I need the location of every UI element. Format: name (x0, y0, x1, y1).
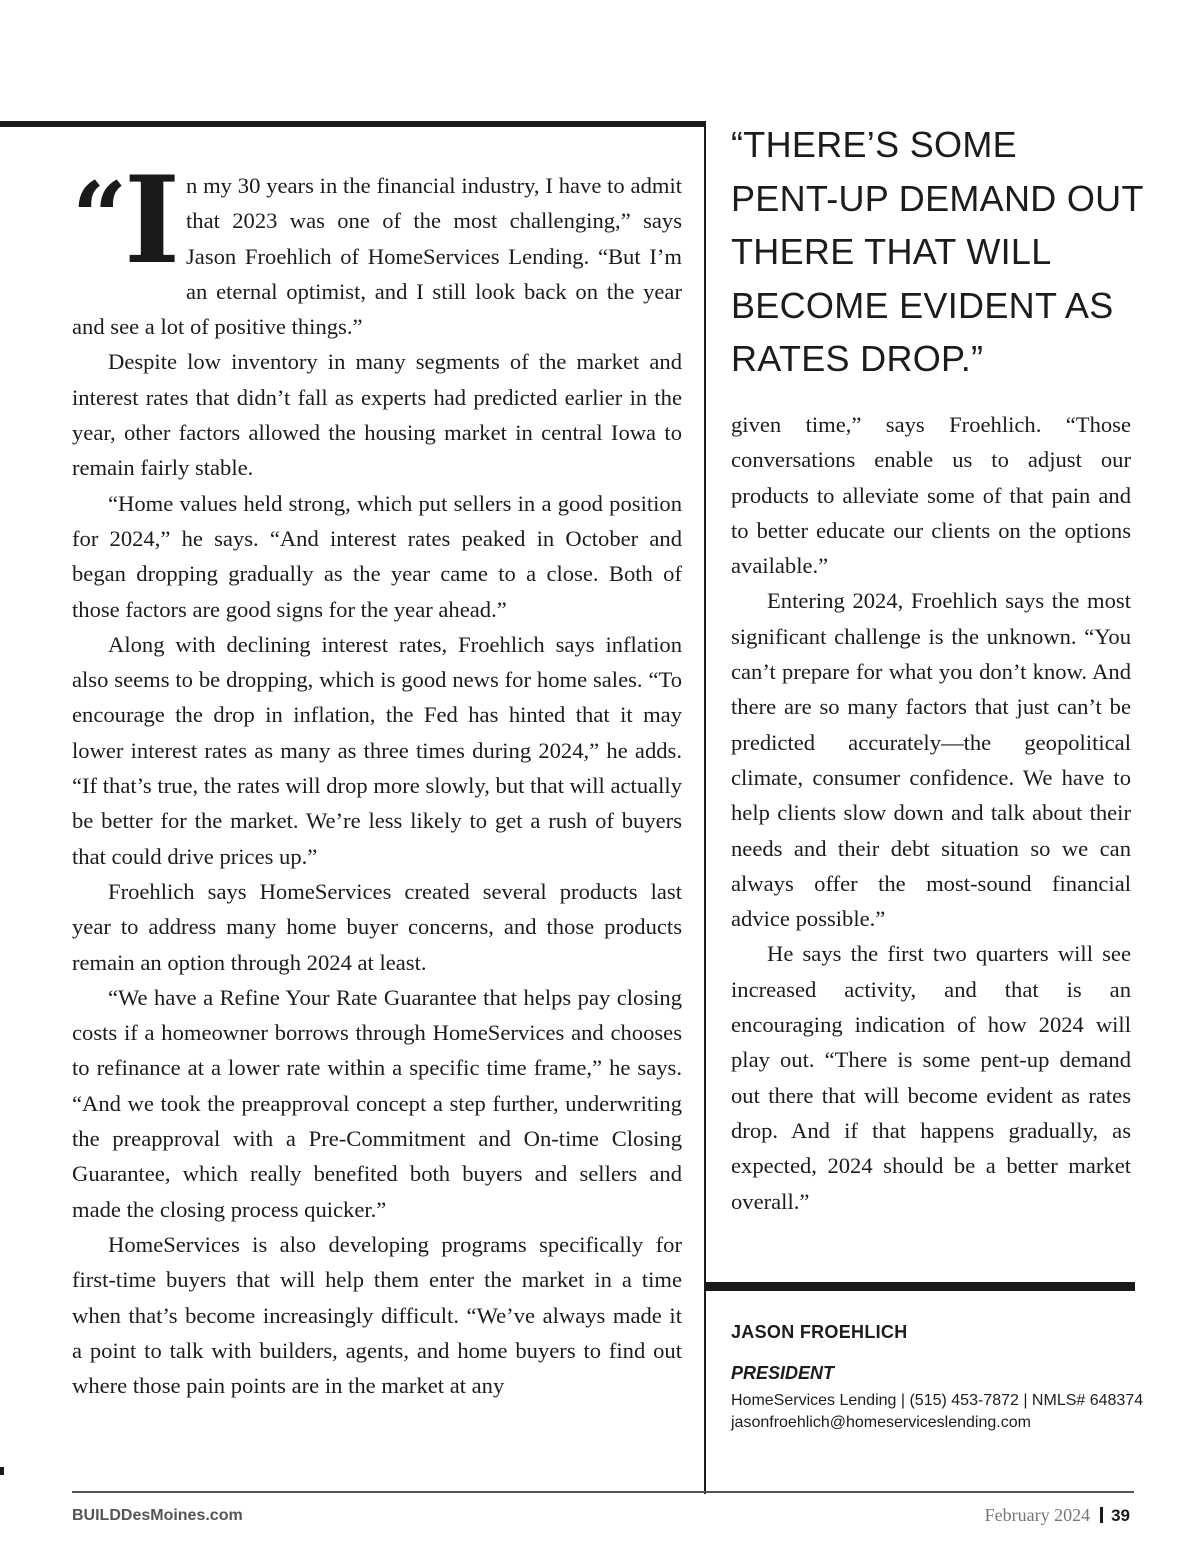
article-paragraph: “Home values held strong, which put sellers in a good position for 2024,” he says. “And interest rates peaked in October and began dropping gradually as the year came to a close. Both of those factors are good signs for the year ahead.” (72, 490, 682, 622)
footer-separator (1100, 1507, 1103, 1523)
author-bio (731, 1322, 1144, 1432)
article-left-column (72, 150, 682, 1403)
footer-site[interactable]: BUILDDesMoines.com (72, 1507, 243, 1524)
dropcap-quote-mark: “ (72, 161, 128, 274)
footer-issue (985, 1505, 1130, 1526)
article-paragraph: He says the first two quarters will see increased activity, and that is an encouraging indication of how 2024 will play out. “There is some pent-up demand out there that will become evident as rates drop. And if that happens gradually, as expected, 2024 should be a better market overall.” (731, 941, 1131, 1214)
footer-rule (72, 1491, 1134, 1493)
article-paragraph: “We have a Refine Your Rate Guarantee that helps pay closing costs if a homeowner borrows through HomeServices and chooses to refinance at a lower rate within a specific time frame,” he says. “And we took the preapproval concept a step further, underwriting the preapproval with a Pre-Commitment and On-time Closing Guarantee, which really benefited both buyers and sellers and made the closing process quicker.” (72, 984, 682, 1222)
pull-quote-line: PENT-UP DEMAND OUT (731, 177, 1144, 219)
article-paragraph: Despite low inventory in many segments of the market and interest rates that didn’t fall as experts had predicted earlier in the year, other factors allowed the housing market in central Iowa to remain fairly stable. (72, 349, 682, 481)
footer-issue-date: February 2024 (984, 1505, 1091, 1525)
article-paragraph: Froehlich says HomeServices created several products last year to address many home buyer concerns, and those products remain an option through 2024 at least. (72, 878, 682, 975)
article-paragraph: given time,” says Froehlich. “Those conversations enable us to adjust our products to alleviate some of that pain and to better educate our clients on the options available.” (731, 412, 1131, 579)
pull-quote-line: THERE THAT WILL (731, 231, 1052, 272)
article-paragraph: Entering 2024, Froehlich says the most significant challenge is the unknown. “You can’t prepare for what you don’t know. And there are so many factors that just can’t be predicted accurately—the geopolitical climate, consumer confidence. We have to help clients slow down and talk about their needs and their debt situation so we can always offer the most-sound financial advice possible.” (731, 588, 1131, 932)
pull-quote-line: BECOME EVIDENT AS (731, 284, 1114, 326)
article-right-column (731, 407, 1131, 1219)
bio-contact: HomeServices Lending | (515) 453-7872 | NMLS# 648374 (731, 1392, 1144, 1409)
bio-email[interactable]: jasonfroehlich@homeserviceslending.com (731, 1414, 1031, 1431)
bio-rule (706, 1282, 1135, 1291)
article-paragraph: Along with declining interest rates, Froehlich says inflation also seems to be dropping, which is good news for home sales. “To encourage the drop in inflation, the Fed has hinted that it may lower interest rates as many as three times during 2024,” he adds. “If that’s true, the rates will drop more slowly, but that will actually be better for the market. We’re less likely to get a rush of buyers that could drive prices up.” (72, 631, 682, 869)
page-number: 39 (1111, 1506, 1130, 1525)
crop-mark (0, 1467, 4, 1475)
pull-quote-line: “THERE’S SOME (731, 124, 1017, 165)
article-paragraph: HomeServices is also developing programs specifically for first-time buyers that will help them enter the market in a time when that’s become increasingly difficult. “We’ve always made it a point to talk with builders, agents, and home buyers to find out where those pain points are in the market at any (72, 1231, 682, 1399)
pull-quote (731, 118, 1144, 386)
pull-quote-line: RATES DROP.” (731, 338, 984, 379)
bio-name: JASON FROEHLICH (731, 1322, 908, 1342)
dropcap (72, 150, 182, 291)
dropcap-letter: I (124, 150, 181, 291)
top-rule (0, 121, 706, 127)
bio-title: PRESIDENT (731, 1363, 835, 1383)
article-paragraph: n my 30 years in the financial industry, I have to admit that 2023 was one of the most challenging,” says Jason Froehlich of HomeServices Lending. “But I’m an eternal optimist, and I still look back on the year and see a lot of positive things.” (72, 173, 682, 340)
